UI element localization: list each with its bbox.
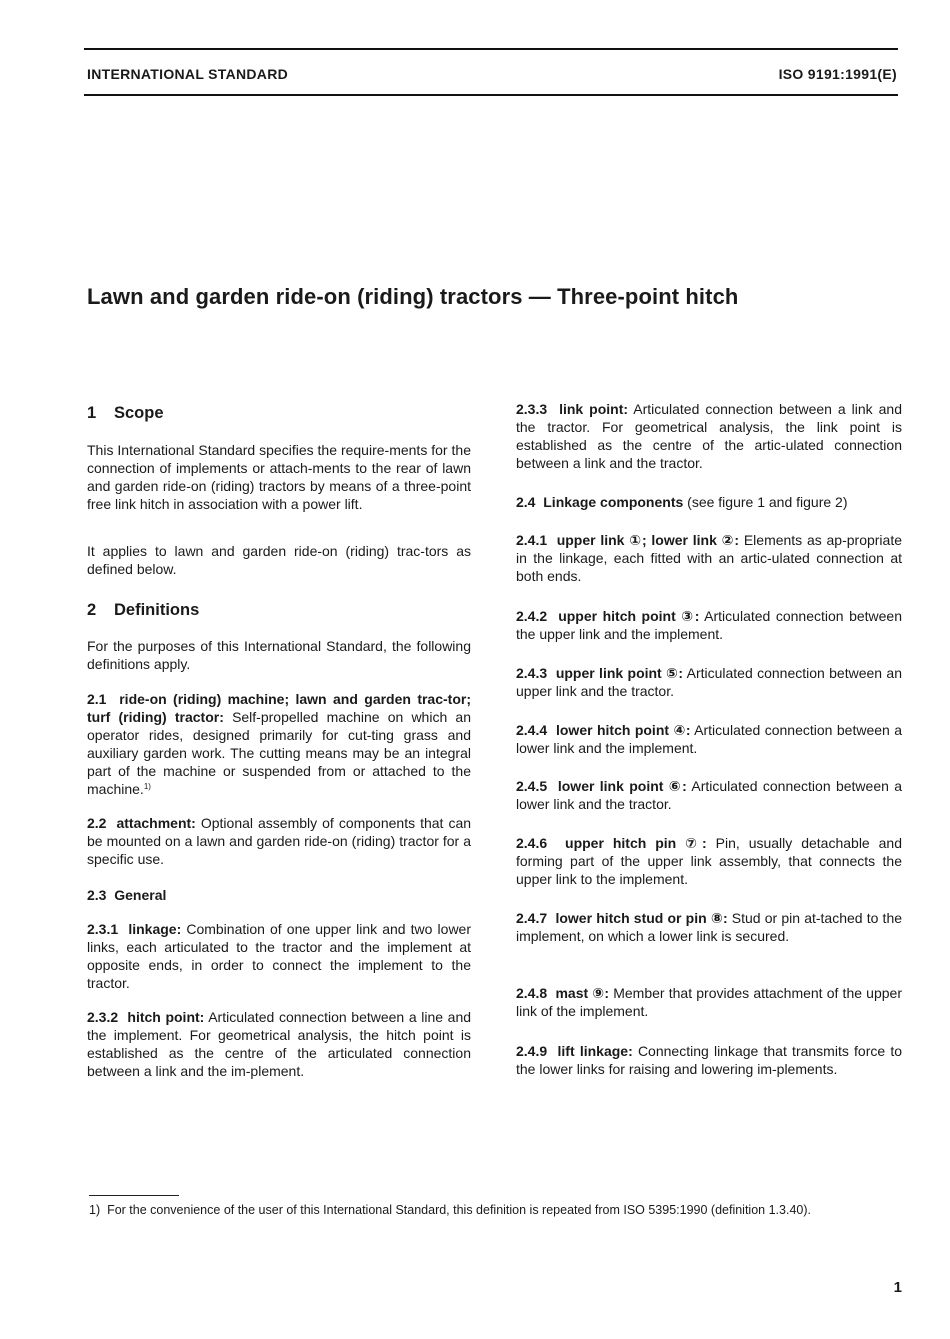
footnote-separator xyxy=(89,1195,179,1196)
document-title: Lawn and garden ride-on (riding) tractors — Three-point hitch xyxy=(87,284,739,309)
page-number: 1 xyxy=(893,1279,902,1296)
clause-number: 2.4.8 xyxy=(516,985,548,1001)
subsection-2-4-heading xyxy=(516,493,902,511)
definition-term: lower hitch stud or pin ⑧: xyxy=(555,910,728,926)
definition-2-2 xyxy=(87,814,471,868)
definition-term: ride-on (riding) machine; lawn and garden trac-tor; turf (riding) tractor: xyxy=(87,691,471,725)
definition-2-4-4 xyxy=(516,721,902,757)
subsection-2-3-heading xyxy=(87,886,471,904)
header-bottom-rule xyxy=(84,94,898,96)
definition-term: link point: xyxy=(559,401,629,417)
clause-number: 2.3.3 xyxy=(516,401,548,417)
section-number: 1 xyxy=(87,404,97,422)
definition-term: upper hitch point ③: xyxy=(558,608,700,624)
definition-term: lower link point ⑥: xyxy=(557,778,687,794)
definition-2-4-9 xyxy=(516,1042,902,1078)
clause-number: 2.4.9 xyxy=(516,1043,548,1059)
subsection-note: (see figure 1 and figure 2) xyxy=(687,494,848,510)
clause-number: 2.3.2 xyxy=(87,1009,119,1025)
definition-text: Elements as ap-propriate in the linkage, each fitted with an artic-ulated connection at both ends. xyxy=(516,532,903,584)
subsection-title: Linkage components xyxy=(543,494,684,510)
definition-term: attachment: xyxy=(116,815,196,831)
definitions-intro: For the purposes of this International Standard, the following definitions apply. xyxy=(87,638,471,672)
footnote-reference: 1) xyxy=(143,782,151,791)
definition-term: upper link ①; lower link ②: xyxy=(556,532,740,548)
definition-2-4-7 xyxy=(516,909,902,945)
definition-2-4-6 xyxy=(516,834,902,888)
definition-2-1 xyxy=(87,690,471,798)
clause-number: 2.2 xyxy=(87,815,107,831)
clause-number: 2.3.1 xyxy=(87,921,119,937)
definition-term: lift linkage: xyxy=(557,1043,633,1059)
clause-number: 2.4.7 xyxy=(516,910,548,926)
scope-paragraph-1: This International Standard specifies the require-ments for the connection of implements or attach-ments to the rear of lawn and garden ride-on (riding) tractors by means of a three-point free link hitch in association with a power lift. xyxy=(87,442,471,512)
definition-term: upper link point ⑤: xyxy=(555,665,684,681)
subsection-title: General xyxy=(114,887,167,903)
definition-2-4-1 xyxy=(516,531,902,585)
definition-2-4-3 xyxy=(516,664,902,700)
definition-term: hitch point: xyxy=(127,1009,205,1025)
definition-text: Articulated connection between a line and the implement. For geometrical analysis, the hitch point is established as the centre of the articulated connection between a link and the im-plement. xyxy=(87,1009,472,1079)
definition-2-3-3 xyxy=(516,400,902,472)
clause-number: 2.4.2 xyxy=(516,608,548,624)
definition-2-4-2 xyxy=(516,607,902,643)
clause-number: 2.3 xyxy=(87,887,107,903)
clause-number: 2.4.6 xyxy=(516,835,548,851)
clause-number: 2.4 xyxy=(516,494,536,510)
definition-2-3-1 xyxy=(87,920,471,992)
definition-text: Articulated connection between an upper link and the tractor. xyxy=(516,665,902,699)
definition-text: Combination of one upper link and two lower links, each articulated to the tractor and the implement at opposite ends, in order to connect the implement to the tractor. xyxy=(87,921,472,991)
definition-text: Stud or pin at-tached to the implement, on which a lower link is secured. xyxy=(516,910,903,944)
definition-text: Articulated connection between a lower link and the implement. xyxy=(516,722,903,756)
definition-term: mast ⑨: xyxy=(555,985,610,1001)
definition-2-3-2 xyxy=(87,1008,471,1080)
header-standard-type: INTERNATIONAL STANDARD xyxy=(87,66,289,82)
clause-number: 2.4.5 xyxy=(516,778,548,794)
definition-text: Member that provides attachment of the upper link of the implement. xyxy=(516,985,902,1019)
definition-term: lower hitch point ④: xyxy=(555,722,691,738)
section-2-heading xyxy=(87,601,471,619)
definition-text: Articulated connection between the upper link and the implement. xyxy=(516,608,902,642)
definition-text: Optional assembly of components that can be mounted on a lawn and garden ride-on (riding) tractor for a specific use. xyxy=(87,815,472,867)
definition-text: Connecting linkage that transmits force to the lower links for raising and lowering im-plements. xyxy=(516,1043,903,1077)
section-1-heading xyxy=(87,404,471,422)
section-title: Scope xyxy=(114,404,164,422)
header-standard-number: ISO 9191:1991(E) xyxy=(778,66,897,82)
footnote-mark: 1) xyxy=(89,1203,101,1217)
section-title: Definitions xyxy=(114,601,200,619)
definition-text: Articulated connection between a lower link and the tractor. xyxy=(516,778,903,812)
section-number: 2 xyxy=(87,601,97,619)
footnote-1 xyxy=(89,1202,904,1219)
scope-paragraph-2: It applies to lawn and garden ride-on (riding) trac-tors as defined below. xyxy=(87,543,471,577)
footnote-text: For the convenience of the user of this International Standard, this definition is repeated from ISO 5395:1990 (definition 1.3.40). xyxy=(107,1203,811,1217)
clause-number: 2.4.1 xyxy=(516,532,548,548)
definition-term: linkage: xyxy=(128,921,182,937)
definition-text: Pin, usually detachable and forming part of the upper link assembly, that connects the upper link to the implement. xyxy=(516,835,903,887)
definition-2-4-8 xyxy=(516,984,902,1020)
definition-text: Articulated connection between a link and the tractor. For geometrical analysis, the link point is established as the centre of the artic-ulated connection between a link and the tractor. xyxy=(516,401,902,471)
clause-number: 2.1 xyxy=(87,691,107,707)
clause-number: 2.4.3 xyxy=(516,665,548,681)
definition-text: Self-propelled machine on which an operator rides, designed primarily for cut-ting grass and auxiliary garden work. The cutting means may be an integral part of the machine or suspended from or attached to the machine. xyxy=(87,709,471,797)
definition-2-4-5 xyxy=(516,777,902,813)
definition-term: upper hitch pin ⑦: xyxy=(565,835,707,851)
header-top-rule xyxy=(84,48,898,50)
clause-number: 2.4.4 xyxy=(516,722,548,738)
